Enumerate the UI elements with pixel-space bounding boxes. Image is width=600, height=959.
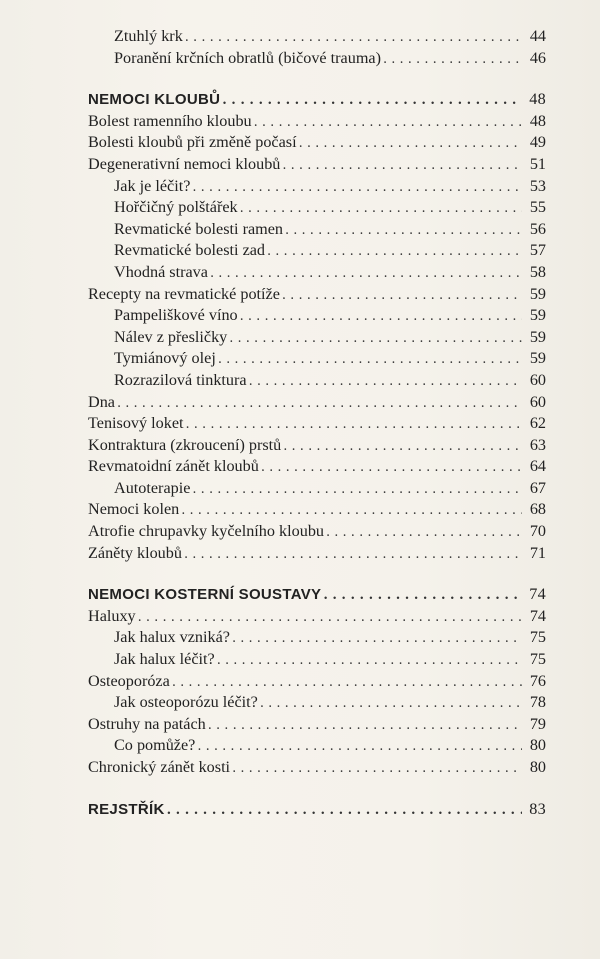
leader-dots: [229, 328, 522, 350]
toc-subentry: [88, 176, 546, 198]
toc-entry: [88, 521, 546, 543]
leader-dots: [283, 436, 522, 458]
toc-entry-title: Autoterapie: [114, 478, 191, 497]
toc-entry-page: 59: [529, 284, 546, 303]
toc-section-page: 48: [529, 90, 546, 109]
toc-entry-title: Revmatické bolesti ramen: [114, 219, 284, 238]
toc-entry-page: 75: [529, 628, 546, 647]
toc-entry-title: Jak halux léčit?: [114, 650, 215, 669]
toc-entry-page: 74: [529, 606, 546, 625]
leader-dots: [249, 371, 522, 393]
toc-subentry: [88, 26, 546, 48]
toc-entry-title: Chronický zánět kosti: [88, 758, 231, 776]
toc-entry: [88, 714, 546, 736]
leader-dots: [383, 49, 522, 71]
leader-dots: [186, 414, 522, 436]
toc-entry-page: 71: [529, 543, 546, 562]
table-of-contents: [88, 26, 546, 820]
leader-dots: [192, 177, 522, 199]
toc-block-neck: [88, 26, 546, 69]
leader-dots: [192, 479, 522, 501]
toc-entry-title: Haluxy: [88, 606, 136, 625]
toc-subentry: [88, 327, 546, 349]
leader-dots: [117, 393, 522, 415]
toc-entry: [88, 154, 546, 176]
toc-entry-title: Tymiánový olej: [114, 349, 216, 368]
leader-dots: [217, 650, 522, 672]
toc-entry-page: 79: [529, 714, 546, 733]
leader-dots: [181, 500, 522, 522]
toc-section-heading: [88, 89, 546, 111]
toc-entry-page: 80: [529, 736, 546, 755]
toc-entry-page: 67: [529, 478, 546, 497]
toc-entry-title: Poranění krčních obratlů (bičové trauma): [114, 48, 381, 67]
leader-dots: [282, 155, 522, 177]
toc-entry-page: 59: [529, 306, 546, 325]
toc-entry-title: Vhodná strava: [114, 262, 208, 281]
toc-section-page: 74: [529, 585, 546, 604]
toc-entry: [88, 606, 546, 628]
toc-entry-page: 60: [529, 392, 546, 411]
toc-entry-page: 62: [529, 414, 546, 433]
toc-entry-page: 56: [529, 219, 546, 238]
toc-entry-title: Tenisový loket: [88, 414, 184, 433]
toc-entry-page: 78: [529, 693, 546, 712]
toc-subentry: [88, 627, 546, 649]
toc-entry-page: 58: [529, 262, 546, 281]
leader-dots: [232, 628, 522, 650]
toc-entry-title: Jak halux vzniká?: [114, 628, 230, 647]
toc-entry-title: Recepty na revmatické potíže: [88, 284, 280, 303]
toc-entry-page: 64: [529, 457, 546, 476]
section-gap: [88, 69, 546, 89]
leader-dots: [185, 27, 522, 49]
toc-entry: [88, 413, 546, 435]
toc-subentry: [88, 305, 546, 327]
toc-entry-title: Dna: [88, 392, 115, 411]
toc-entry-title: Degenerativní nemoci kloubů: [88, 154, 281, 173]
toc-section-title: NEMOCI KLOUBŮ: [88, 91, 221, 109]
toc-entry-page: 53: [529, 176, 546, 195]
toc-entry-page: 44: [529, 27, 546, 45]
toc-entry-title: Kontraktura (zkroucení) prstů: [88, 435, 282, 454]
toc-entry-page: 57: [529, 241, 546, 260]
toc-entry-page: 70: [529, 522, 546, 541]
toc-entry-title: Nálev z přesličky: [114, 327, 228, 346]
toc-section-title: NEMOCI KOSTERNÍ SOUSTAVY: [88, 586, 322, 604]
leader-dots: [222, 90, 522, 112]
toc-subentry: [88, 197, 546, 219]
toc-entry: [88, 284, 546, 306]
leader-dots: [197, 736, 522, 758]
toc-entry: [88, 111, 546, 133]
toc-entry: [88, 543, 546, 565]
toc-entry: [88, 132, 546, 154]
toc-section-heading: [88, 799, 546, 821]
leader-dots: [267, 241, 522, 263]
toc-block-joints: [88, 111, 546, 564]
toc-subentry: [88, 735, 546, 757]
toc-entry-title: Ztuhlý krk: [114, 27, 183, 45]
toc-entry-title: Ostruhy na patách: [88, 714, 206, 733]
toc-subentry: [88, 240, 546, 262]
toc-entry-page: 63: [529, 435, 546, 454]
toc-entry-title: Revmatoidní zánět kloubů: [88, 457, 259, 476]
toc-entry-title: Revmatické bolesti zad: [114, 241, 266, 260]
toc-entry-title: Jak osteoporózu léčit?: [114, 693, 258, 712]
toc-entry: [88, 435, 546, 457]
toc-subentry: [88, 48, 546, 70]
leader-dots: [167, 800, 522, 822]
leader-dots: [326, 522, 522, 544]
leader-dots: [240, 198, 522, 220]
toc-entry: [88, 757, 546, 779]
toc-entry-title: Co pomůže?: [114, 736, 196, 755]
toc-entry-page: 48: [529, 111, 546, 130]
section-gap: [88, 779, 546, 799]
toc-entry-page: 49: [529, 133, 546, 152]
toc-entry: [88, 671, 546, 693]
toc-entry-title: Hořčičný polštářek: [114, 198, 238, 217]
toc-subentry: [88, 370, 546, 392]
toc-entry-page: 80: [529, 758, 546, 776]
leader-dots: [323, 585, 522, 607]
toc-entry-page: 75: [529, 650, 546, 669]
leader-dots: [285, 220, 522, 242]
toc-section-title: REJSTŘÍK: [88, 800, 165, 818]
toc-entry-title: Bolest ramenního kloubu: [88, 111, 252, 130]
leader-dots: [172, 672, 522, 694]
toc-entry-page: 46: [529, 48, 546, 67]
toc-subentry: [88, 348, 546, 370]
section-gap: [88, 564, 546, 584]
toc-entry-title: Atrofie chrupavky kyčelního kloubu: [88, 522, 325, 541]
leader-dots: [254, 112, 522, 134]
toc-entry-page: 59: [529, 349, 546, 368]
leader-dots: [282, 285, 522, 307]
toc-entry-page: 68: [529, 500, 546, 519]
toc-entry-title: Záněty kloubů: [88, 543, 182, 562]
toc-entry-title: Bolesti kloubů při změně počasí: [88, 133, 297, 152]
leader-dots: [208, 715, 522, 737]
toc-entry-title: Jak je léčit?: [114, 176, 191, 195]
toc-entry: [88, 456, 546, 478]
toc-subentry: [88, 262, 546, 284]
leader-dots: [260, 693, 522, 715]
leader-dots: [261, 457, 522, 479]
toc-entry: [88, 499, 546, 521]
toc-entry-page: 76: [529, 671, 546, 690]
toc-entry-page: 60: [529, 370, 546, 389]
toc-entry-title: Pampeliškové víno: [114, 306, 238, 325]
toc-entry-page: 55: [529, 198, 546, 217]
toc-entry-title: Osteoporóza: [88, 671, 170, 690]
toc-subentry: [88, 649, 546, 671]
toc-subentry: [88, 219, 546, 241]
toc-subentry: [88, 692, 546, 714]
leader-dots: [210, 263, 522, 285]
toc-entry-title: Rozrazilová tinktura: [114, 370, 247, 389]
toc-block-skeleton: [88, 606, 546, 779]
toc-section-heading: [88, 584, 546, 606]
toc-entry-title: Nemoci kolen: [88, 500, 180, 519]
toc-section-page: 83: [529, 799, 546, 818]
toc-entry-page: 59: [529, 327, 546, 346]
leader-dots: [138, 607, 522, 629]
leader-dots: [218, 349, 522, 371]
leader-dots: [240, 306, 522, 328]
leader-dots: [184, 544, 522, 566]
leader-dots: [232, 758, 522, 780]
toc-entry: [88, 392, 546, 414]
toc-entry-page: 51: [529, 154, 546, 173]
leader-dots: [299, 133, 522, 155]
toc-subentry: [88, 478, 546, 500]
